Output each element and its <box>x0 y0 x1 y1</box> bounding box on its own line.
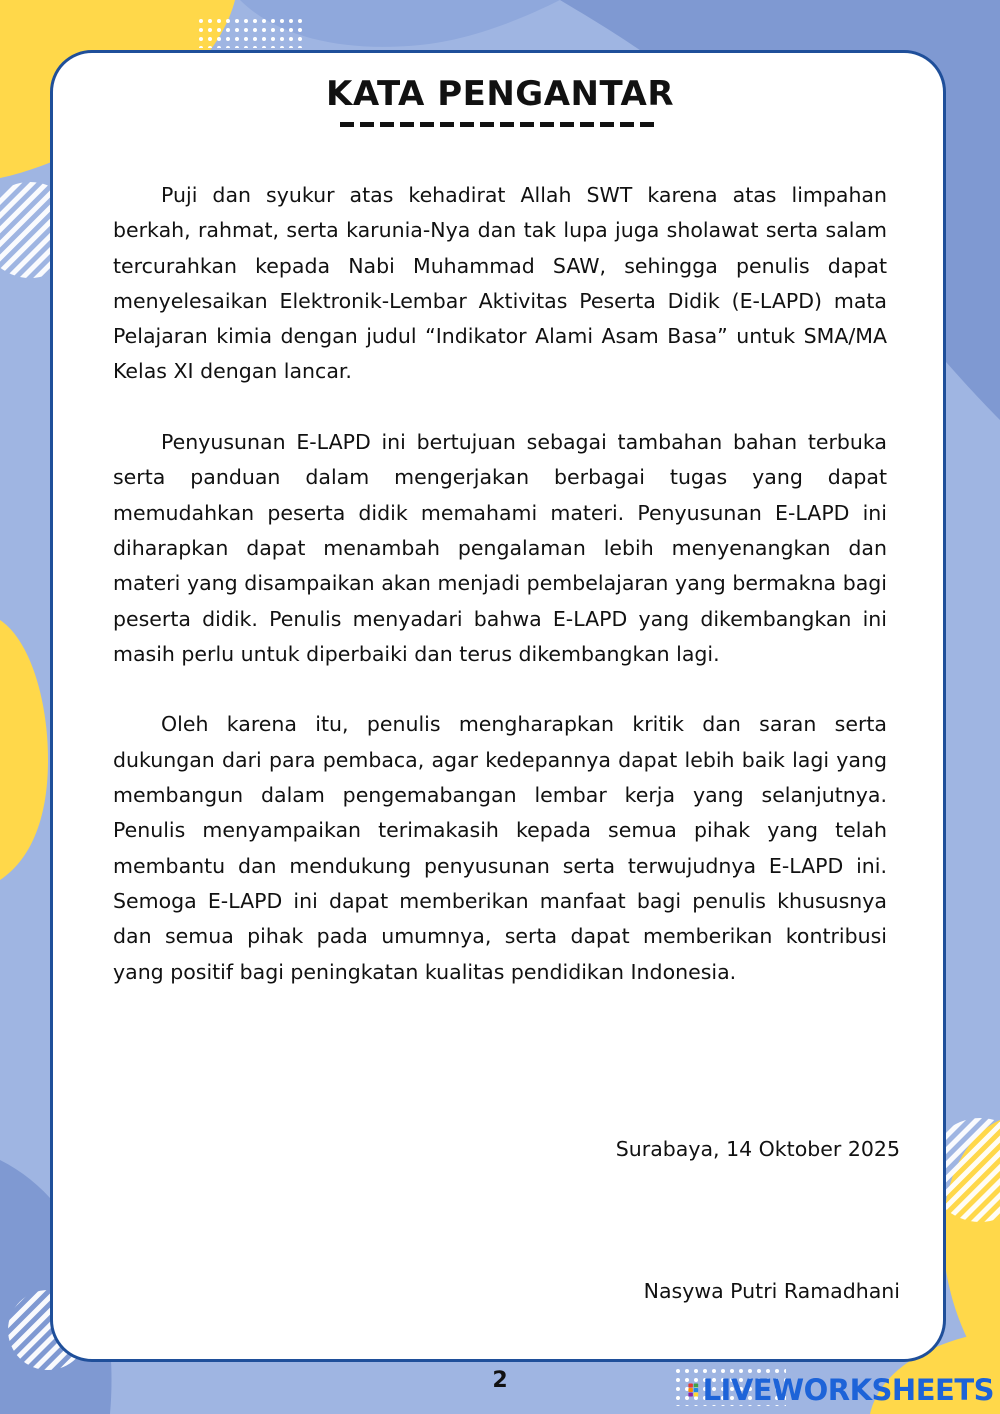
page-number: 2 <box>492 1368 508 1393</box>
signer-name: Nasywa Putri Ramadhani <box>643 1279 900 1303</box>
document-body <box>113 178 887 1025</box>
paragraph-2: Penyusunan E-LAPD ini bertujuan sebagai tambahan bahan terbuka serta panduan dalam mengerjakan berbagai tugas yang dapat memudahkan peserta didik memahami materi. Penyusunan E-LAPD ini diharapkan dapat menambah pengalaman lebih menyenangkan dan materi yang disampaikan akan menjadi pembelajaran yang bermakna bagi peserta didik. Penulis menyadari bahwa E-LAPD yang dikembangkan ini masih perlu untuk diperbaiki dan terus dikembangkan lagi. <box>113 430 887 666</box>
place-date: Surabaya, 14 Oktober 2025 <box>615 1137 900 1161</box>
paragraph-1: Puji dan syukur atas kehadirat Allah SWT karena atas limpahan berkah, rahmat, serta karunia-Nya dan tak lupa juga sholawat serta salam tercurahkan kepada Nabi Muhammad SAW, sehingga penulis dapat menyelesaikan Elektronik-Lembar Aktivitas Peserta Didik (E-LAPD) mata Pelajaran kimia dengan judul “Indikator Alami Asam Basa” untuk SMA/MA Kelas XI dengan lancar. <box>113 183 887 384</box>
page-title: KATA PENGANTAR <box>325 74 675 114</box>
dot-grid-top <box>196 18 306 48</box>
title-dashed-underline <box>340 122 658 127</box>
watermark-text: LIVEWORKSHEETS <box>702 1373 994 1407</box>
paragraph-3: Oleh karena itu, penulis mengharapkan kritik dan saran serta dukungan dari para pembaca, agar kedepannya dapat lebih baik lagi yang membangun dalam pengemabangan lembar kerja yang selanjutnya. Penulis menyampaikan terimakasih kepada semua pihak yang telah membantu dan mendukung penyusunan serta terwujudnya E-LAPD ini. Semoga E-LAPD ini dapat memberikan manfaat bagi penulis khususnya dan semua pihak pada umumnya, serta dapat memberikan kontribusi yang positif bagi peningkatan kualitas pendidikan Indonesia. <box>113 712 887 984</box>
liveworksheets-logo-icon <box>688 1373 699 1407</box>
liveworksheets-watermark <box>688 1372 994 1408</box>
